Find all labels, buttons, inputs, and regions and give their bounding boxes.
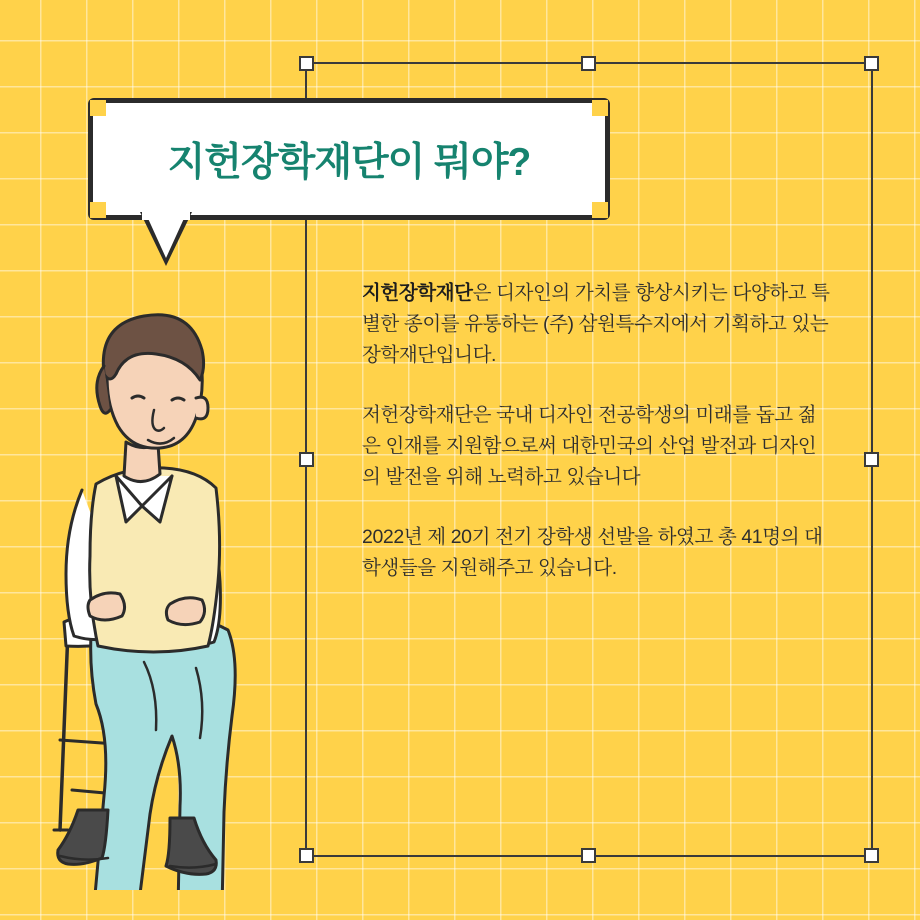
resize-handle-bottom-center[interactable] [581,848,596,863]
paragraph-1 [362,278,832,371]
resize-handle-bottom-left[interactable] [299,848,314,863]
bubble-corner-notch [592,202,608,218]
bubble-corner-notch [90,202,106,218]
bubble-corner-notch [90,100,106,116]
paragraph-1-rest: 은 디자인의 가치를 향상시키는 다양하고 특별한 종이를 유통하는 (주) 삼원특수지에서 기획하고 있는 장학재단입니다. [362,282,830,366]
paragraph-3 [362,522,832,584]
resize-handle-middle-left[interactable] [299,452,314,467]
paragraph-3-rest: 2022년 제 20기 전기 장학생 선발을 하였고 총 41명의 대학생들을 지원해주고 있습니다. [362,526,823,579]
body-text-block[interactable] [362,278,832,584]
resize-handle-top-center[interactable] [581,56,596,71]
speech-bubble[interactable] [88,98,610,220]
seated-young-man-illustration [20,270,300,890]
paragraph-1-lead: 지헌장학재단 [362,282,473,304]
paragraph-2 [362,400,832,493]
resize-handle-top-right[interactable] [864,56,879,71]
resize-handle-bottom-right[interactable] [864,848,879,863]
bubble-title: 지헌장학재단이 뭐야? [167,141,531,184]
bubble-corner-notch [592,100,608,116]
resize-handle-top-left[interactable] [299,56,314,71]
resize-handle-middle-right[interactable] [864,452,879,467]
paragraph-2-rest: 저헌장학재단은 국내 디자인 전공학생의 미래를 돕고 젊은 인재를 지원함으로써 대한민국의 산업 발전과 디자인의 발전을 위해 노력하고 있습니다 [362,404,817,488]
